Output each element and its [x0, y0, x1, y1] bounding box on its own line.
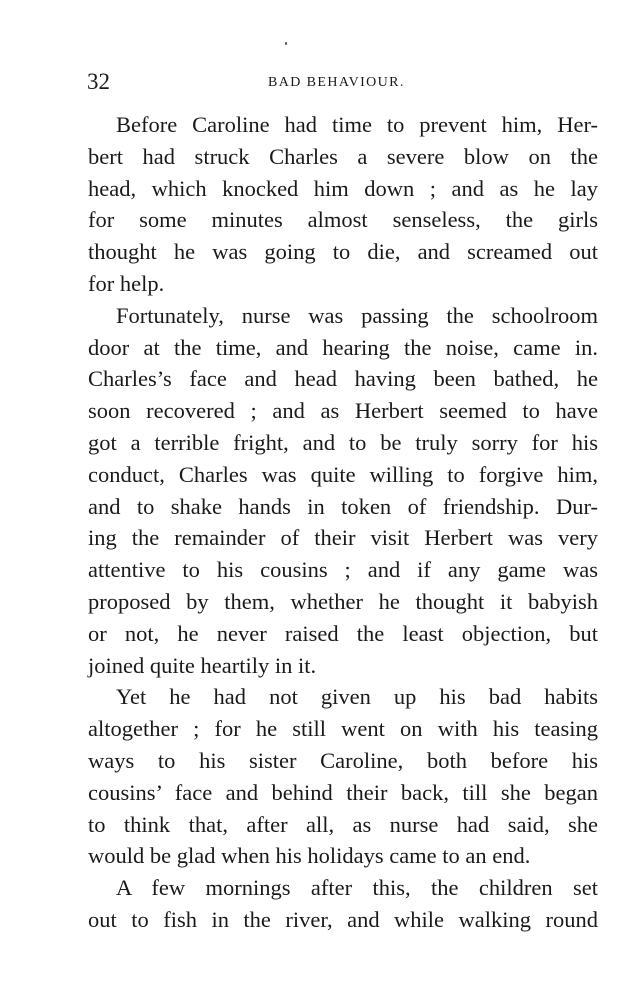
text-line: proposed by them, whether he thought it babyish — [88, 588, 598, 614]
text-line: Charles’s face and head having been bathed, he — [88, 366, 598, 392]
text-line: joined quite heartily in it. — [88, 652, 317, 678]
text-line: for some minutes almost senseless, the girls — [88, 207, 598, 233]
paragraph — [88, 300, 598, 682]
text-line: Fortunately, nurse was passing the schoolroom — [116, 302, 598, 328]
text-line: altogether ; for he still went on with his teasing — [88, 716, 598, 742]
text-line: A few mornings after this, the children set — [116, 875, 598, 901]
text-line: thought he was going to die, and screamed out — [88, 239, 598, 265]
text-line: cousins’ face and behind their back, till she began — [88, 779, 598, 805]
text-line: Yet he had not given up his bad habits — [116, 684, 598, 710]
text-line: Before Caroline had time to prevent him, Her- — [116, 112, 598, 137]
running-head: BAD BEHAVIOUR. — [268, 75, 405, 90]
text-line: head, which knocked him down ; and as he lay — [88, 175, 598, 201]
print-speck — [285, 42, 287, 45]
text-line: to think that, after all, as nurse had said, she — [88, 811, 598, 837]
text-line: would be glad when his holidays came to an end. — [88, 843, 531, 869]
page-number: 32 — [87, 69, 110, 94]
body-text — [88, 109, 598, 936]
text-line: and to shake hands in token of friendship. Dur- — [88, 493, 598, 519]
text-line: ways to his sister Caroline, both before his — [88, 747, 598, 773]
text-line: for help. — [88, 270, 165, 296]
text-line: out to fish in the river, and while walking round — [88, 906, 598, 932]
text-line: or not, he never raised the least objection, but — [88, 620, 598, 646]
text-line: attentive to his cousins ; and if any game was — [88, 557, 598, 583]
text-line: conduct, Charles was quite willing to forgive him, — [88, 461, 598, 487]
text-line: bert had struck Charles a severe blow on the — [88, 143, 598, 169]
text-line: got a terrible fright, and to be truly sorry for his — [88, 429, 598, 455]
text-line: ing the remainder of their visit Herbert was very — [88, 525, 598, 551]
paragraph — [88, 872, 598, 936]
paragraph — [88, 681, 598, 872]
paragraph — [88, 109, 598, 300]
text-line: door at the time, and hearing the noise, came in. — [88, 334, 598, 360]
text-line: soon recovered ; and as Herbert seemed to have — [88, 398, 598, 424]
